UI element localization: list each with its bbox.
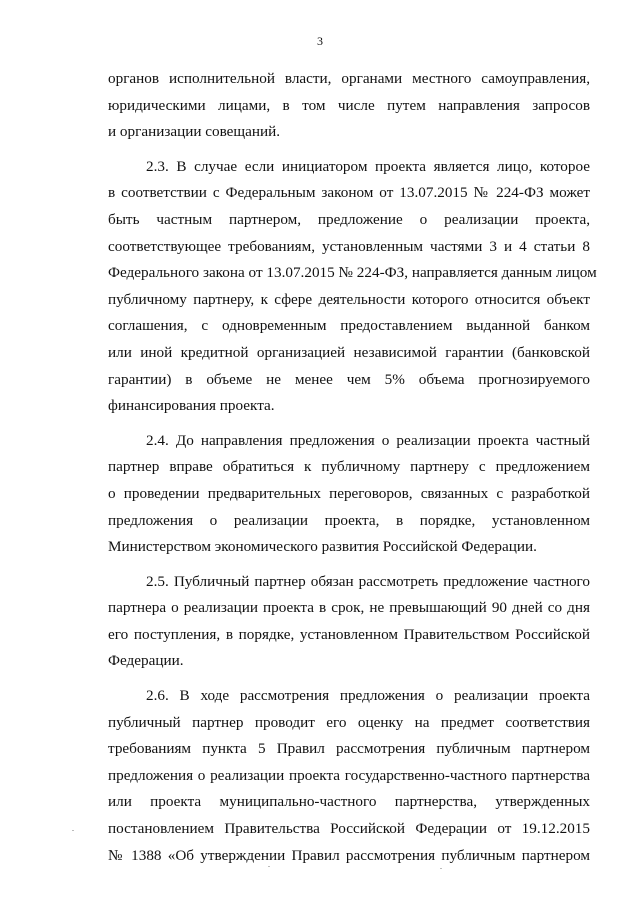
text-line: партнер вправе обратиться к публичному партнеру с предложением	[108, 458, 590, 476]
text-line: 2.5. Публичный партнер обязан рассмотреть предложение частного	[146, 572, 590, 590]
text-line: предложения о реализации проекта, в порядке, установленном	[108, 511, 590, 529]
text-line: постановлением Правительства Российской Федерации от 19.12.2015	[108, 820, 590, 838]
text-line: или иной кредитной организацией независимой гарантии (банковской	[108, 343, 590, 361]
document-body	[108, 66, 597, 869]
paragraph-2-3	[108, 154, 597, 420]
text-line: публичному партнеру, к сфере деятельности которого относится объект	[108, 290, 590, 308]
scan-speck	[72, 830, 74, 831]
text-line: в соответствии с Федеральным законом от 13.07.2015 № 224-ФЗ может	[108, 184, 590, 202]
text-line: Федерации.	[108, 652, 184, 670]
text-line: 2.3. В случае если инициатором проекта является лицо, которое	[146, 157, 590, 175]
text-line: № 1388 «Об утверждении Правил рассмотрения публичным партнером	[108, 846, 590, 864]
page-number: 3	[317, 34, 323, 48]
text-line: быть частным партнером, предложение о реализации проекта,	[108, 210, 590, 228]
text-line: юридическими лицами, в том числе путем направления запросов	[108, 96, 590, 114]
text-line: Министерством экономического развития Российской Федерации.	[108, 538, 537, 556]
text-line: публичный партнер проводит его оценку на предмет соответствия	[108, 713, 590, 731]
text-line: финансирования проекта.	[108, 397, 275, 415]
text-line: соответствующее требованиям, установленным частями 3 и 4 статьи 8	[108, 237, 590, 255]
paragraph-2-6	[108, 683, 590, 869]
text-line: соглашения, с одновременным предоставлением выданной банком	[108, 317, 590, 335]
text-line: органов исполнительной власти, органами местного самоуправления,	[108, 70, 590, 87]
text-line: и организации совещаний.	[108, 123, 281, 141]
text-line: партнера о реализации проекта в срок, не превышающий 90 дней со дня	[108, 599, 590, 617]
text-line: или проекта муниципально-частного партнерства, утвержденных	[108, 793, 590, 811]
text-line: 2.6. В ходе рассмотрения предложения о реализации проекта	[146, 687, 590, 705]
paragraph-continuation	[108, 66, 590, 146]
text-line: предложения о реализации проекта государственно-частного партнерства	[108, 766, 590, 784]
paragraph-2-4	[108, 428, 590, 561]
text-line: Федерального закона от 13.07.2015 № 224-ФЗ, направляется данным лицом	[108, 264, 597, 282]
scan-speck	[440, 868, 442, 869]
paragraph-2-5	[108, 569, 590, 675]
text-line: 2.4. До направления предложения о реализации проекта частный	[146, 431, 590, 449]
text-line: о проведении предварительных переговоров, связанных с разработкой	[108, 484, 590, 502]
text-line: его поступления, в порядке, установленном Правительством Российской	[108, 625, 590, 643]
scan-speck	[268, 866, 270, 867]
text-line: гарантии) в объеме не менее чем 5% объема прогнозируемого	[108, 370, 590, 388]
text-line: требованиям пункта 5 Правил рассмотрения публичным партнером	[108, 740, 590, 758]
